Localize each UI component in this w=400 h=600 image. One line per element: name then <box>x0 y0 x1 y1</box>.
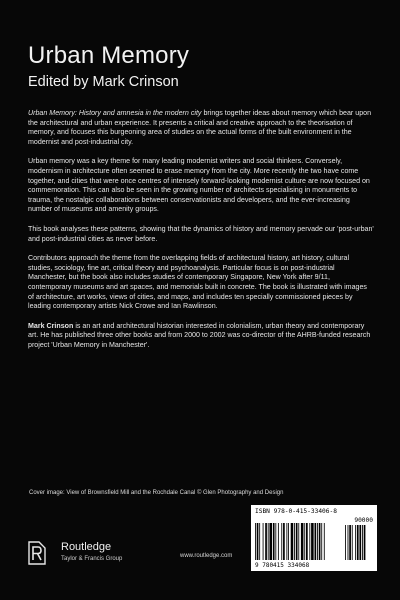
publisher-name: Routledge <box>61 541 112 553</box>
price-code: 90000 <box>354 517 373 524</box>
blurb-paragraph-2: Urban memory was a key theme for many leading modernist writers and social thinkers. Conversely, modernism in architecture often seemed to erase memory from the city. More recently the two have come together, and cities that were once centres of intensely forward-looking modernist culture are now focused on commemoration. This can also be seen in the growing number of architects specialising in monuments to trauma, the nostalgic collaborations between conservationists and developers, and the ever-increasing number of museums and amenity groups. <box>28 157 370 214</box>
book-subtitle-italic: Urban Memory: History and amnesia in the modern city <box>28 109 202 117</box>
isbn-barcode <box>251 505 377 571</box>
book-title: Urban Memory <box>28 42 190 69</box>
cover-image-credit: Cover image: View of Brownsfield Mill and the Rochdale Canal © Glen Photography and Design <box>29 490 284 496</box>
publisher-url: www.routledge.com <box>180 553 233 559</box>
author-bio-text: is an art and architectural historian interested in colonialism, urban theory and contemporary art. He has published three other books and from 2000 to 2002 was co-director of the AHRB-funded research project 'Urban Memory in Manchester'. <box>28 321 371 349</box>
blurb-paragraph-4: Contributors approach the theme from the overlapping fields of architectural history, art history, cultural studies, sociology, fine art, critical theory and psychoanalysis. Particular focus is on post-industrial Manchester, but the book also includes studies of contemporary Singapore, New York after 9/11, contemporary museums and art spaces, and memorials built in concrete. The book is illustrated with images of architecture, art works, views of cities, and maps, and includes ten specially commissioned pieces by leading contemporary artists Nick Crowe and Ian Rawlinson. <box>28 254 367 311</box>
blurb-paragraph-1 <box>28 109 374 147</box>
isbn-top-text: ISBN 978-0-415-33406-8 <box>255 508 337 515</box>
blurb-paragraph-3: This book analyses these patterns, showing that the dynamics of history and memory pervade our 'post-urban' and post-industrial cities as never before. <box>28 224 374 243</box>
publisher-tagline: Taylor & Francis Group <box>61 556 123 562</box>
routledge-r-logo-icon <box>28 541 46 565</box>
barcode-bars <box>253 523 375 563</box>
editor-line: Edited by Mark Crinson <box>28 74 179 90</box>
author-name: Mark Crinson <box>28 321 74 330</box>
isbn-bottom-text: 9 780415 334068 <box>255 562 310 569</box>
blurb <box>28 109 374 360</box>
blurb-paragraph-1-text: brings together ideas about memory which bear upon the architectural and urban experience. It presents a critical and creative approach to the theorisation of memory, and focuses this burgeoning area of studies on the actual forms of the built environment in the modernist and post-industrial city. <box>28 109 372 146</box>
author-bio <box>28 322 374 351</box>
